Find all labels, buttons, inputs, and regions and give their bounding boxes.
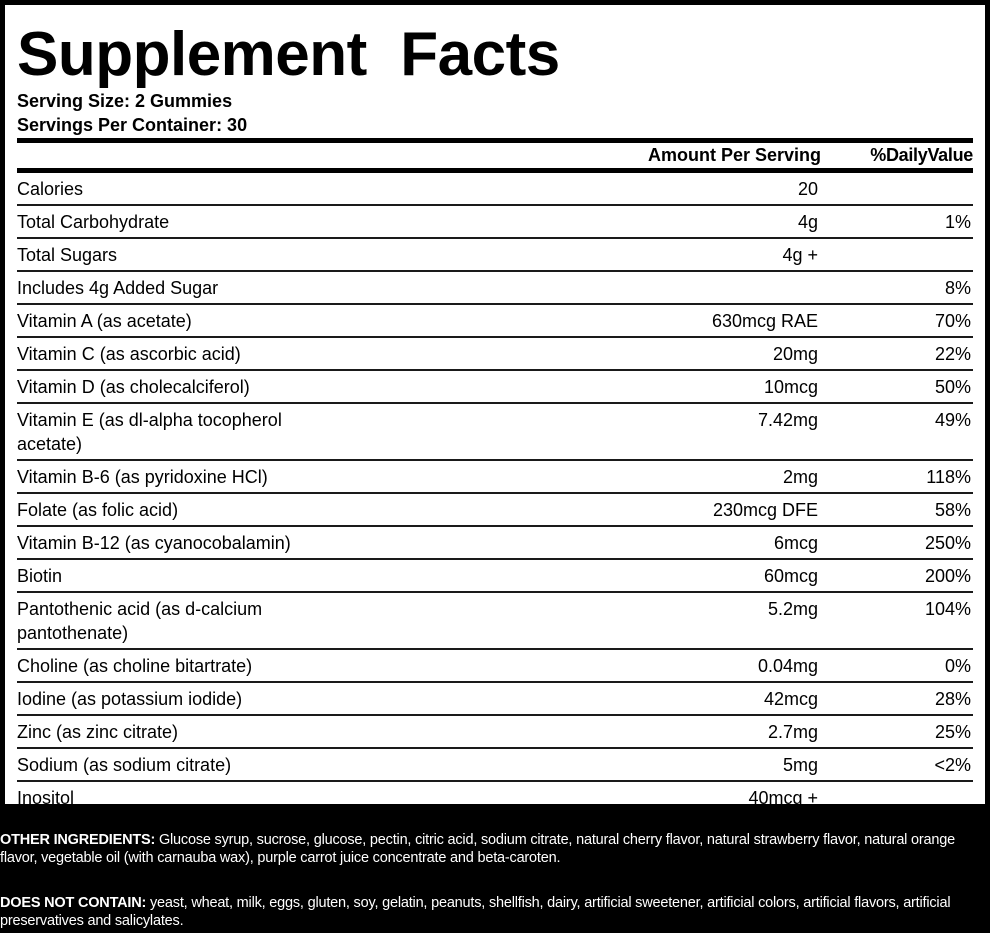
nutrient-name: Zinc (as zinc citrate) bbox=[17, 722, 179, 742]
table-row bbox=[17, 338, 973, 371]
table-row bbox=[17, 593, 973, 650]
servings-per-container: Servings Per Container: 30 bbox=[17, 115, 248, 135]
facts-table bbox=[17, 143, 973, 813]
table-row bbox=[17, 305, 973, 338]
nutrient-amount: 40mcg + bbox=[748, 788, 818, 808]
nutrient-amount: 2mg bbox=[782, 467, 818, 487]
other-ingredients bbox=[0, 831, 990, 867]
nutrient-name: Vitamin B-12 (as cyanocobalamin) bbox=[17, 533, 291, 553]
header-daily-value: %DailyValue bbox=[870, 145, 973, 165]
nutrient-name: Choline (as choline bitartrate) bbox=[17, 656, 253, 676]
table-row bbox=[17, 461, 973, 494]
table-row bbox=[17, 527, 973, 560]
table-header bbox=[17, 143, 973, 168]
nutrient-daily-value: <2% bbox=[934, 755, 971, 775]
table-row bbox=[17, 404, 973, 461]
table-row bbox=[17, 239, 973, 272]
table-row bbox=[17, 749, 973, 782]
nutrient-name: Sodium (as sodium citrate) bbox=[17, 755, 232, 775]
nutrient-name: Pantothenic acid (as d-calcium pantothenate) bbox=[17, 599, 263, 643]
does-not-contain-text: yeast, wheat, milk, eggs, gluten, soy, gelatin, peanuts, shellfish, dairy, artificial sweetener, artificial colors, artificial flavors, artificial preservatives and salicylates. bbox=[0, 895, 951, 929]
other-ingredients-label: OTHER INGREDIENTS: bbox=[0, 832, 156, 848]
nutrient-daily-value: 28% bbox=[934, 689, 971, 709]
nutrient-name: Total Carbohydrate bbox=[17, 212, 170, 232]
nutrient-daily-value: 0% bbox=[944, 656, 971, 676]
nutrient-name: Calories bbox=[17, 179, 84, 199]
nutrient-name: Folate (as folic acid) bbox=[17, 500, 179, 520]
nutrient-name: Vitamin D (as cholecalciferol) bbox=[17, 377, 250, 397]
nutrient-amount: 5mg bbox=[782, 755, 818, 775]
table-row bbox=[17, 683, 973, 716]
nutrient-name: Vitamin A (as acetate) bbox=[17, 311, 192, 331]
nutrient-amount: 7.42mg bbox=[757, 410, 818, 430]
nutrient-daily-value: 104% bbox=[924, 599, 971, 619]
nutrient-daily-value: 250% bbox=[924, 533, 971, 553]
nutrient-daily-value: 22% bbox=[934, 344, 971, 364]
nutrient-daily-value: 58% bbox=[934, 500, 971, 520]
nutrient-daily-value: 1% bbox=[944, 212, 971, 232]
table-row bbox=[17, 272, 973, 305]
nutrient-daily-value: 70% bbox=[934, 311, 971, 331]
nutrient-name: Vitamin B-6 (as pyridoxine HCl) bbox=[17, 467, 268, 487]
nutrient-daily-value: 50% bbox=[934, 377, 971, 397]
other-ingredients-text: Glucose syrup, sucrose, glucose, pectin, citric acid, sodium citrate, natural cherry flavor, natural strawberry flavor, natural orange flavor, vegetable oil (with carnauba wax), purple carrot juice concentrate and beta-caroten. bbox=[0, 832, 955, 866]
nutrient-daily-value: 200% bbox=[924, 566, 971, 586]
nutrient-rows bbox=[17, 173, 973, 813]
label-title: Supplement Facts bbox=[17, 20, 560, 89]
header-amount: Amount Per Serving bbox=[647, 145, 821, 165]
nutrient-name: Vitamin C (as ascorbic acid) bbox=[17, 344, 241, 364]
table-row bbox=[17, 371, 973, 404]
table-row bbox=[17, 173, 973, 206]
nutrient-daily-value: 49% bbox=[934, 410, 971, 430]
nutrient-name: Vitamin E (as dl-alpha tocopherol acetate) bbox=[17, 410, 282, 454]
does-not-contain bbox=[0, 894, 990, 930]
nutrient-amount: 20 bbox=[797, 179, 818, 199]
serving-size: Serving Size: 2 Gummies bbox=[17, 91, 233, 111]
nutrient-amount: 42mcg bbox=[763, 689, 818, 709]
nutrient-amount: 4g bbox=[797, 212, 818, 232]
nutrient-name: Biotin bbox=[17, 566, 63, 586]
nutrient-daily-value: 118% bbox=[926, 467, 971, 487]
table-row bbox=[17, 782, 973, 813]
nutrient-amount: 6mcg bbox=[773, 533, 818, 553]
nutrient-amount: 0.04mg bbox=[757, 656, 818, 676]
table-row bbox=[17, 206, 973, 239]
nutrient-daily-value: 8% bbox=[944, 278, 971, 298]
nutrient-amount: 2.7mg bbox=[767, 722, 818, 742]
table-row bbox=[17, 716, 973, 749]
table-row bbox=[17, 650, 973, 683]
nutrient-amount: 230mcg DFE bbox=[712, 500, 818, 520]
nutrient-name: Total Sugars bbox=[17, 245, 118, 265]
nutrient-amount: 4g + bbox=[782, 245, 818, 265]
nutrient-amount: 5.2mg bbox=[767, 599, 818, 619]
nutrient-name: Iodine (as potassium iodide) bbox=[17, 689, 243, 709]
nutrient-amount: 20mg bbox=[772, 344, 818, 364]
nutrient-daily-value: 25% bbox=[934, 722, 971, 742]
nutrient-name: Includes 4g Added Sugar bbox=[17, 278, 219, 298]
nutrient-amount: 630mcg RAE bbox=[711, 311, 818, 331]
nutrient-name: Inositol bbox=[17, 788, 75, 808]
nutrient-amount: 10mcg bbox=[763, 377, 818, 397]
does-not-contain-label: DOES NOT CONTAIN: bbox=[0, 895, 147, 911]
nutrient-amount: 60mcg bbox=[763, 566, 818, 586]
table-row bbox=[17, 494, 973, 527]
table-row bbox=[17, 560, 973, 593]
